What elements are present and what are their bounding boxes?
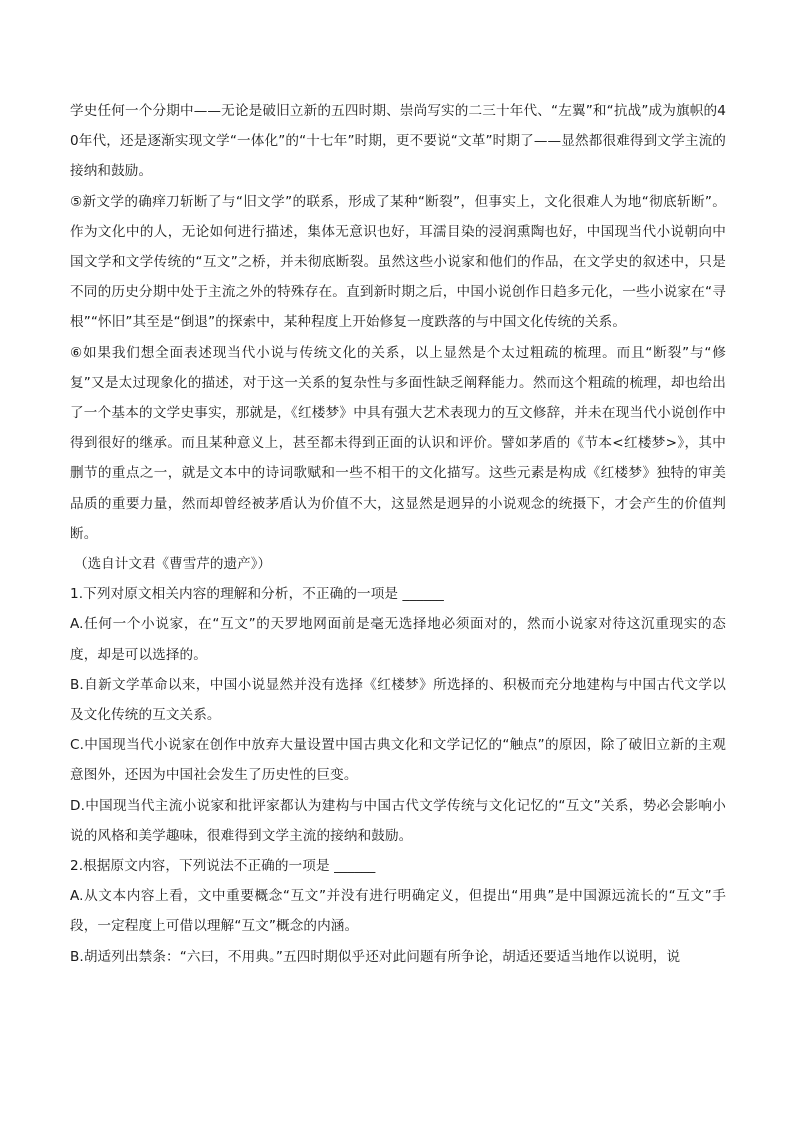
source-citation: （选自计文君《曹雪芹的遗产》） xyxy=(74,556,272,573)
question-1-option-c: C.中国现当代小说家在创作中放弃大量设置中国古典文化和文学记忆的“触点”的原因，除了破旧立新的主观意图外，还因为中国社会发生了历史性的巨变。 xyxy=(70,737,726,784)
question-1-option-d: D.中国现当代主流小说家和批评家都认为建构与中国古代文学传统与文化记忆的“互文”关系，势必会影响小说的风格和美学趣味，很难得到文学主流的接纳和鼓励。 xyxy=(70,797,726,844)
document-page xyxy=(70,96,726,972)
question-1-option-b: B.自新文学革命以来，中国小说显然并没有选择《红楼梦》所选择的、积极而充分地建构与中国古代文学以及文化传统的互文关系。 xyxy=(70,676,726,724)
question-1-option-a: A.任何一个小说家，在“互文”的天罗地网面前是毫无选择地必须面对的，然而小说家对待这沉重现实的态度，却是可以选择的。 xyxy=(70,616,726,663)
body-paragraph-6: ⑥如果我们想全面表述现当代小说与传统文化的关系，以上显然是个太过粗疏的梳理。而且“断裂”与“修复”又是太过现象化的描述，对于这一关系的复杂性与多面性缺乏阐释能力。然而这个粗疏的梳理，却也给出了一个基本的文学史事实，那就是，《红楼梦》中具有强大艺术表现力的互文修辞，并未在现当代小说创作中得到很好的继承。而且某种意义上，甚至都未得到正面的认识和评价。譬如茅盾的《节本<红楼梦>》，其中删节的重点之一，就是文本中的诗词歌赋和一些不相干的文化描写。这些元素是构成《红楼梦》独特的审美品质的重要力量，然而却曾经被茅盾认为价值不大，这显然是迥异的小说观念的统摄下，才会产生的价值判断。 xyxy=(70,344,726,542)
question-1-stem: 1.下列对原文相关内容的理解和分析，不正确的一项是 ______ xyxy=(70,586,444,603)
body-paragraph-1: 学史任何一个分期中——无论是破旧立新的五四时期、崇尚写实的二三十年代、“左翼”和“抗战”成为旗帜的40年代，还是逐渐实现文学“一体化”的“十七年”时期，更不要说“文革”时期了——显然都很难得到文学主流的接纳和鼓励。 xyxy=(70,103,726,180)
question-2-option-a: A.从文本内容上看，文中重要概念“互文”并没有进行明确定义，但提出“用典”是中国源远流长的“互文”手段，一定程度上可借以理解“互文”概念的内涵。 xyxy=(70,888,726,935)
question-2-option-b: B.胡适列出禁条：“六曰，不用典。”五四时期似乎还对此问题有所争论，胡适还要适当地作以说明，说 xyxy=(70,948,681,965)
body-paragraph-5: ⑤新文学的确痒刀斩断了与“旧文学”的联系，形成了某种“断裂”，但事实上，文化很难人为地“彻底斩断”。作为文化中的人，无论如何进行描述，集体无意识也好，耳濡目染的浸润熏陶也好，中国现当代小说朝向中国文学和文学传统的“互文”之桥，并未彻底断裂。虽然这些小说家和他们的作品，在文学史的叙述中，只是不同的历史分期中处于主流之外的特殊存在。直到新时期之后，中国小说创作日趋多元化，一些小说家在“寻根”“怀旧”其至是“倒退”的探索中，某种程度上开始修复一度跌落的与中国文化传统的关系。 xyxy=(70,193,726,331)
question-2-stem: 2.根据原文内容，下列说法不正确的一项是 ______ xyxy=(70,858,376,875)
